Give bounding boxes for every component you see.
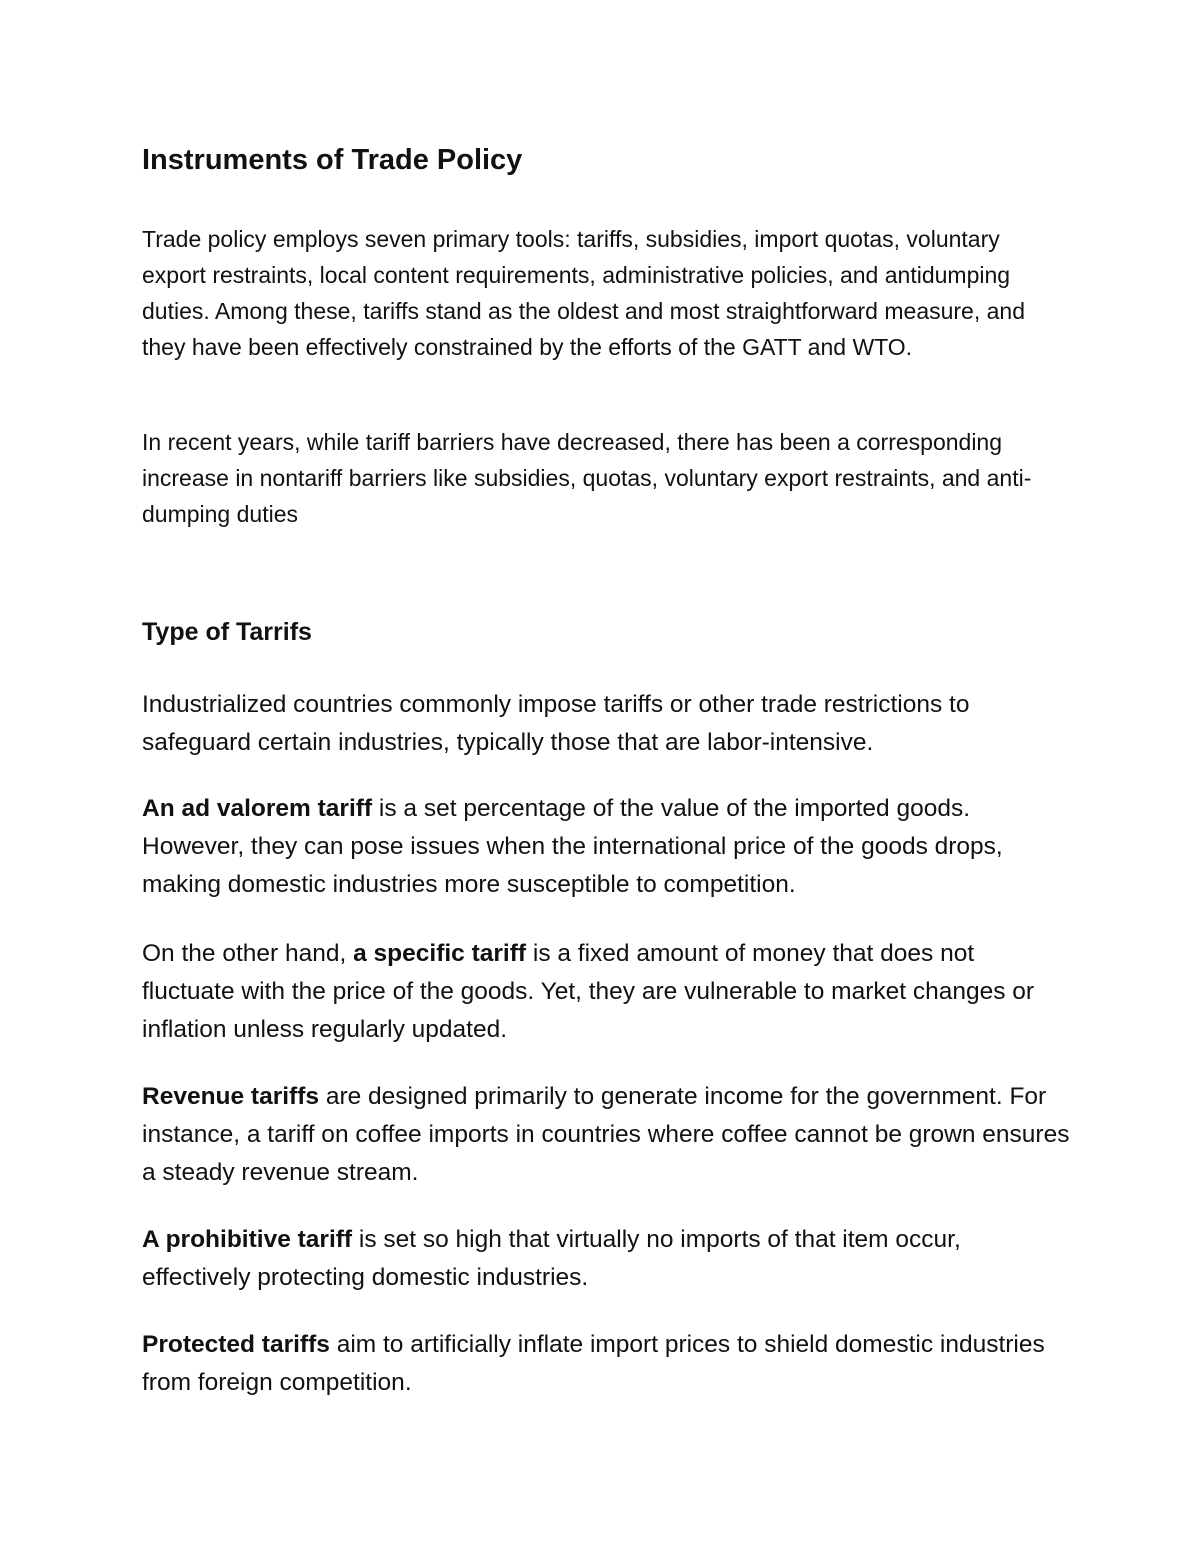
intro-paragraph-2: In recent years, while tariff barriers have decreased, there has been a corresponding increase in nontariff barriers like subsidies, quotas, voluntary export restraints, and anti-dumping duties	[142, 429, 1032, 527]
section-intro-paragraph: Industrialized countries commonly impose tariffs or other trade restrictions to safeguard certain industries, typically those that are labor-intensive.	[142, 691, 970, 756]
document-title: Instruments of Trade Policy	[142, 144, 523, 176]
tariff-term: A prohibitive tariff	[142, 1226, 353, 1253]
paragraph-text: is set so high that virtually no imports of that item occur, effectively protecting domestic industries.	[142, 1226, 961, 1291]
tariff-paragraph-ad-valorem	[142, 790, 1072, 904]
tariff-term: Revenue tariffs	[142, 1083, 320, 1110]
tariff-paragraph-prohibitive	[142, 1221, 1072, 1297]
intro-paragraph-1: Trade policy employs seven primary tools: tariffs, subsidies, import quotas, voluntary export restraints, local content requirements, administrative policies, and antidumping duties. Among these, tariffs stand as the oldest and most straightforward measure, and they have been effectively constrained by the efforts of the GATT and WTO.	[142, 226, 1026, 360]
paragraph-text: is a set percentage of the value of the imported goods. However, they can pose issues when the international price of the goods drops, making domestic industries more susceptible to competition.	[142, 795, 1003, 898]
tariff-paragraph-revenue	[142, 1078, 1072, 1192]
paragraph-text: is a fixed amount of money that does not fluctuate with the price of the goods. Yet, they are vulnerable to market changes or inflation unless regularly updated.	[142, 940, 1035, 1043]
tariff-paragraph-specific	[142, 935, 1072, 1049]
paragraph-text: aim to artificially inflate import prices to shield domestic industries from foreign competition.	[142, 1331, 1045, 1396]
paragraph-prefix: On the other hand,	[142, 940, 354, 967]
tariff-term: a specific tariff	[353, 940, 527, 967]
tariff-term: An ad valorem tariff	[142, 795, 373, 822]
section-heading: Type of Tarrifs	[142, 618, 312, 646]
tariff-term: Protected tariffs	[142, 1331, 330, 1358]
paragraph-text: are designed primarily to generate income for the government. For instance, a tariff on coffee imports in countries where coffee cannot be grown ensures a steady revenue stream.	[142, 1083, 1070, 1186]
tariff-paragraph-protected	[142, 1326, 1072, 1402]
